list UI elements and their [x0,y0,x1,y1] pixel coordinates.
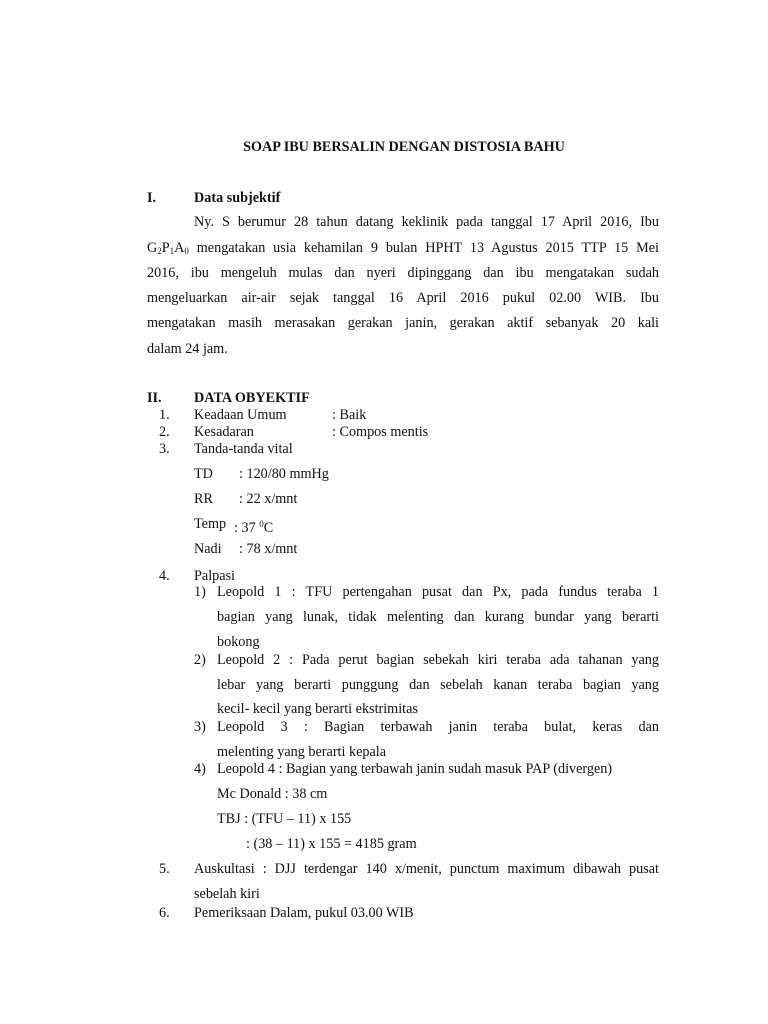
vital-label: Nadi [194,541,222,557]
tbj-result: : (38 – 11) x 155 = 4185 gram [246,836,417,852]
vital-label: Temp [194,516,227,532]
leopold-number: 3) [194,719,206,735]
subjective-line-2: $G_2P_1A_0$ mengatakan usia kehamilan 9 bulan HPHT 13 Agustus 2015 TTP 15 Mei [147,240,659,256]
item-number: 1. [159,407,170,423]
vital-value: : 22 x/mnt [239,491,298,507]
leopold-number: 1) [194,584,206,600]
auskultasi-line: sebelah kiri [194,886,260,902]
item-value: : Compos mentis [332,424,429,440]
item-number: 2. [159,424,170,440]
leopold-line: lebar yang berarti punggung dan sebelah kanan teraba bagian yang [217,677,659,693]
item-number: 4. [159,568,170,584]
subjective-line-5: mengatakan masih merasakan gerakan janin, gerakan aktif sebanyak 20 kali [147,315,659,331]
section2-number: II. [147,390,162,406]
mcdonald: Mc Donald : 38 cm [217,786,328,802]
item-number: 3. [159,441,170,457]
leopold-number: 2) [194,652,206,668]
leopold-line: Leopold 3 : Bagian terbawah janin teraba bulat, keras dan [217,719,659,735]
gpa-code: $G_2P_1A_0$ [147,240,189,256]
subjective-line-6: dalam 24 jam. [147,341,228,357]
item-label: Palpasi [194,568,235,584]
auskultasi-line: Auskultasi : DJJ terdengar 140 x/menit, punctum maximum dibawah pusat [194,861,659,877]
leopold-line: Leopold 1 : TFU pertengahan pusat dan Px, pada fundus teraba 1 [217,584,659,600]
subjective-line-3: 2016, ibu mengeluh mulas dan nyeri dipinggang dan ibu mengatakan sudah [147,265,659,281]
vital-value: : 37 $^0$C [234,519,274,536]
leopold-number: 4) [194,761,206,777]
leopold-line: kecil- kecil yang berarti ekstrimitas [217,701,418,717]
leopold-line: melenting yang berarti kepala [217,744,386,760]
item-number: 6. [159,905,170,921]
leopold-line: Leopold 2 : Pada perut bagian sebekah kiri teraba ada tahanan yang [217,652,659,668]
vital-label: TD [194,466,213,482]
subjective-line-1: Ny. S berumur 28 tahun datang keklinik pada tanggal 17 April 2016, Ibu [194,214,659,230]
item-value: : Baik [332,407,367,423]
subjective-line-4: mengeluarkan air-air sejak tanggal 16 April 2016 pukul 02.00 WIB. Ibu [147,290,659,306]
item-label: Keadaan Umum [194,407,287,423]
section1-number: I. [147,190,157,206]
pemeriksaan-label: Pemeriksaan Dalam, pukul 03.00 WIB [194,905,414,921]
vital-value: : 78 x/mnt [239,541,298,557]
vital-value: : 120/80 mmHg [239,466,329,482]
leopold-line: Leopold 4 : Bagian yang terbawah janin sudah masuk PAP (divergen) [217,761,613,777]
leopold-line: bokong [217,634,260,650]
vital-label: RR [194,491,213,507]
section1-heading: Data subjektif [194,190,281,206]
leopold-line: bagian yang lunak, tidak melenting dan kurang bundar yang berarti [217,609,659,625]
item-label: Tanda-tanda vital [194,441,293,457]
item-number: 5. [159,861,170,877]
page-title: SOAP IBU BERSALIN DENGAN DISTOSIA BAHU [243,139,565,155]
section2-heading: DATA OBYEKTIF [194,390,310,406]
tbj-formula: TBJ : (TFU – 11) x 155 [217,811,352,827]
item-label: Kesadaran [194,424,254,440]
